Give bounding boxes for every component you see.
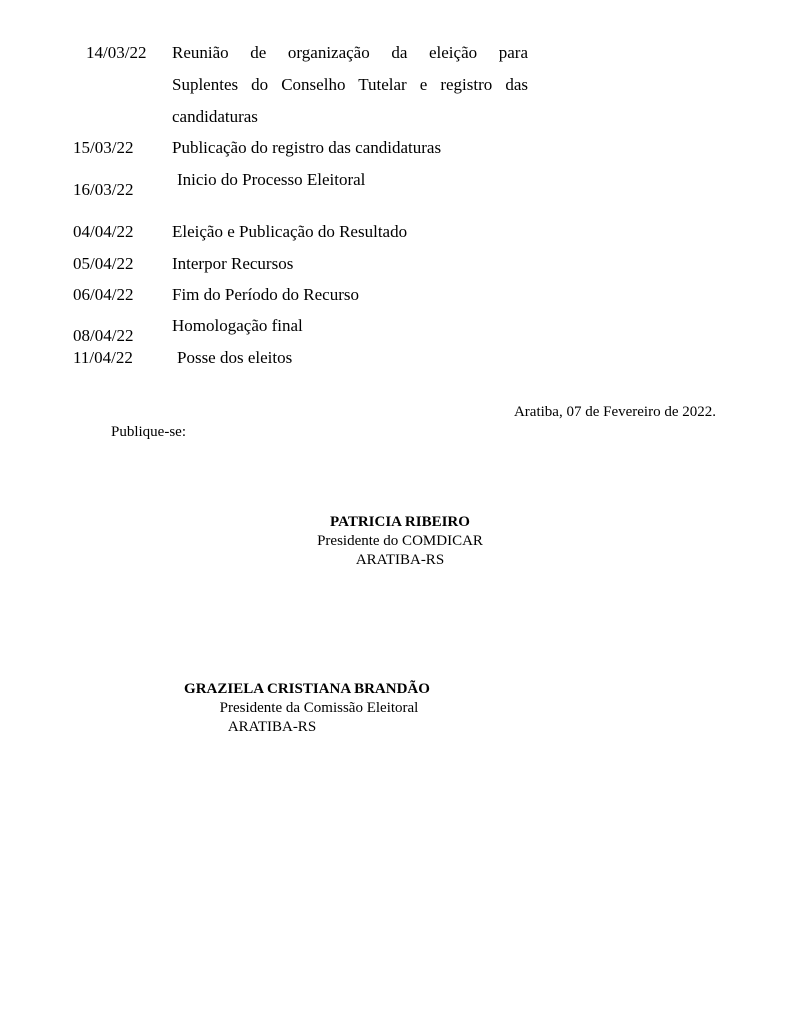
schedule-date: 06/04/22 — [73, 285, 134, 304]
schedule-text-line: Reunião de organização da eleição para — [172, 43, 528, 62]
schedule-date: 14/03/22 — [86, 43, 147, 62]
signer-location: ARATIBA-RS — [355, 552, 445, 568]
schedule-date: 15/03/22 — [73, 138, 134, 157]
schedule-text: Eleição e Publicação do Resultado — [172, 222, 408, 241]
schedule-date: 11/04/22 — [73, 348, 133, 367]
schedule-date: 08/04/22 — [73, 326, 134, 345]
signer-role: Presidente do COMDICAR — [317, 533, 483, 549]
schedule-text: Posse dos eleitos — [177, 348, 293, 367]
schedule-date: 16/03/22 — [73, 180, 134, 199]
signer-location: ARATIBA-RS — [227, 719, 317, 735]
signer-role: Presidente da Comissão Eleitoral — [219, 700, 419, 716]
signature-block — [300, 513, 500, 570]
schedule-date: 05/04/22 — [73, 254, 134, 273]
publish-label: Publique-se: — [111, 424, 186, 440]
place-date: Aratiba, 07 de Fevereiro de 2022. — [513, 404, 716, 420]
schedule-text: Fim do Período do Recurso — [172, 285, 359, 304]
signature-block — [184, 680, 507, 737]
signer-name: GRAZIELA CRISTIANA BRANDÃO — [184, 681, 430, 697]
signer-name: PATRICIA RIBEIRO — [330, 514, 470, 530]
schedule-text: Publicação do registro das candidaturas — [172, 138, 442, 157]
schedule-text-line: candidaturas — [172, 107, 258, 126]
schedule-text: Inicio do Processo Eleitoral — [177, 170, 366, 189]
schedule-text: Homologação final — [172, 316, 303, 335]
schedule-date: 04/04/22 — [73, 222, 134, 241]
schedule-text: Interpor Recursos — [172, 254, 294, 273]
schedule-text-line: Suplentes do Conselho Tutelar e registro das — [172, 75, 528, 94]
